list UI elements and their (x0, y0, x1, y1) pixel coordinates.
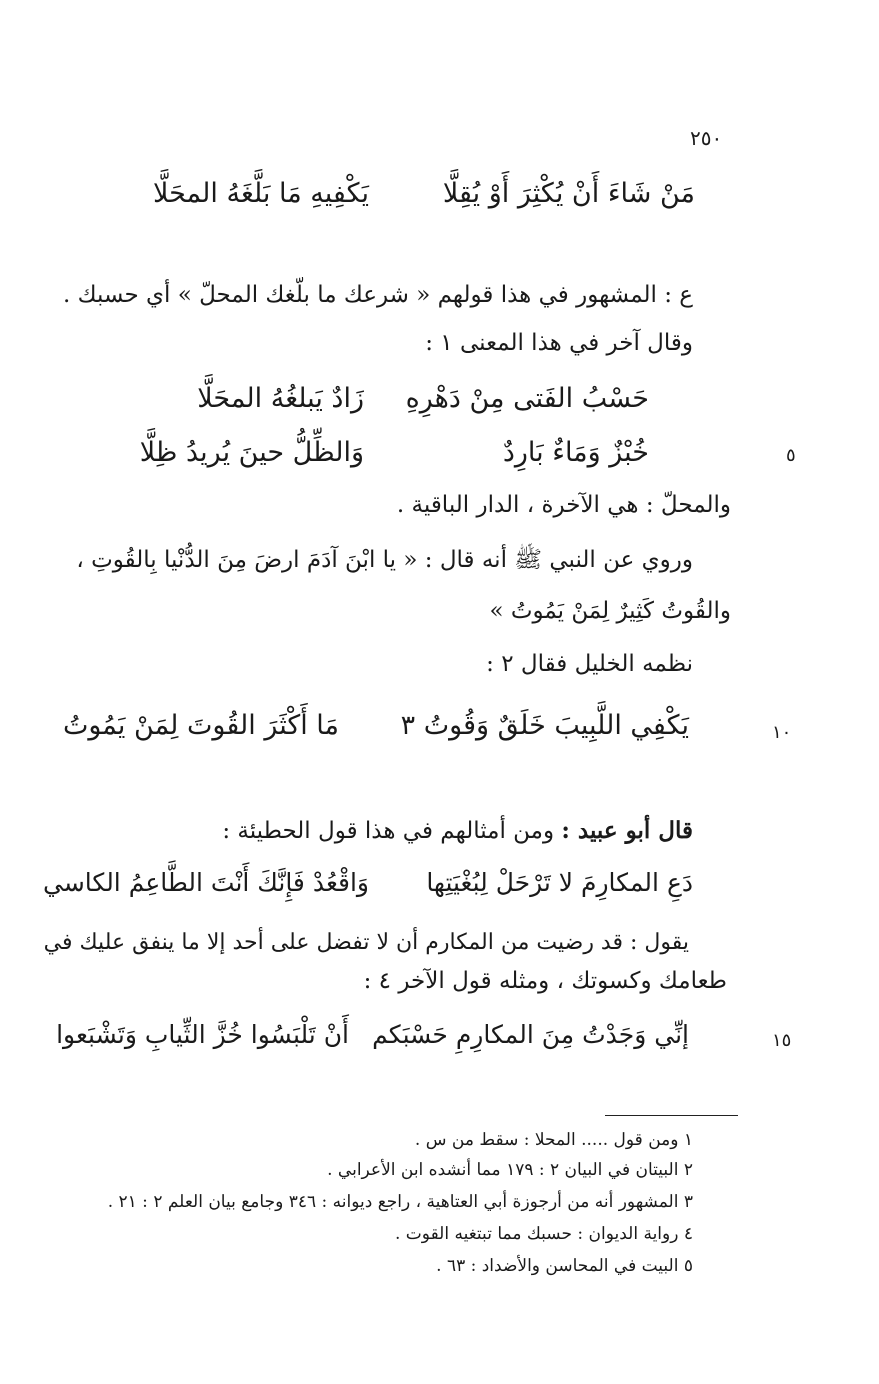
verse-6-left-hemistich: أَنْ تَلْبَسُوا خُزَّ الثِّيابِ وَتَشْبَعوا (56, 1020, 349, 1049)
paragraph-line: وقال آخر في هذا المعنى ١ : (425, 330, 693, 356)
verse-line-4 (0, 710, 879, 754)
footnote: ١ ومن قول ..... المحلا : سقط من س . (414, 1130, 693, 1150)
line-number: ٥ (786, 445, 796, 466)
paragraph-line: نظمه الخليل فقال ٢ : (486, 651, 693, 677)
verse-6-right-hemistich: إنِّي وَجَدْتُ مِنَ المكارِمِ حَسْبَكم (372, 1020, 689, 1049)
verse-2-left-hemistich: زَادٌ يَبلغُهُ المحَلَّا (197, 383, 364, 414)
verse-line-3 (0, 437, 879, 481)
paragraph-line: وروي عن النبي ﷺ أنه قال : « يا ابْنَ آدَمَ ارضَ مِنَ الدُّنْيا بِالقُوتِ ، (76, 547, 693, 573)
verse-4-left-hemistich: مَا أَكْثَرَ القُوتَ لِمَنْ يَمُوتُ (62, 710, 339, 741)
verse-1-right-hemistich: مَنْ شَاءَ أَنْ يُكْثِرَ أَوْ يُقِلَّا (442, 178, 695, 209)
verse-line-2 (0, 383, 879, 427)
verse-2-right-hemistich: حَسْبُ الفَتى مِنْ دَهْرِهِ (405, 383, 649, 414)
verse-5-right-hemistich: دَعِ المكارِمَ لا تَرْحَلْ لِبُغْيَتِها (426, 868, 693, 897)
verse-line-1 (0, 178, 879, 222)
footnote: ٢ البيتان في البيان ٢ : ١٧٩ مما أنشده ابن الأعرابي . (327, 1160, 693, 1180)
paragraph-line: والقُوتُ كَثِيرٌ لِمَنْ يَمُوتُ » (489, 598, 731, 624)
page-number: ٢٥٠ (690, 126, 723, 150)
line-number: ١٥ (772, 1030, 792, 1051)
line-number: ١٠ (772, 722, 792, 743)
attribution-bold: قال أبو عبيد : (561, 817, 693, 844)
verse-line-5 (0, 868, 879, 912)
verse-3-left-hemistich: وَالظِّلُّ حينَ يُريدُ ظِلَّا (139, 437, 364, 468)
footnote: ٤ رواية الديوان : حسبك مما تبتغيه القوت . (394, 1224, 693, 1244)
footnote: ٣ المشهور أنه من أرجوزة أبي العتاهية ، راجع ديوانه : ٣٤٦ وجامع بيان العلم ٢ : ٢١ . (107, 1192, 693, 1212)
verse-line-6 (0, 1020, 879, 1064)
verse-3-right-hemistich: خُبْزٌ وَمَاءٌ بَارِدٌ (502, 437, 649, 468)
paragraph-line: طعامك وكسوتك ، ومثله قول الآخر ٤ : (363, 968, 727, 994)
footnote: ٥ البيت في المحاسن والأضداد : ٦٣ . (436, 1256, 693, 1276)
verse-1-left-hemistich: يَكْفِيهِ مَا بَلَّغَهُ المحَلَّا (153, 178, 369, 209)
verse-5-left-hemistich: وَاقْعُدْ فَإِنَّكَ أَنْتَ الطَّاعِمُ الكاسي (42, 868, 369, 897)
paragraph-line (222, 817, 693, 844)
attribution-text: ومن أمثالهم في هذا قول الحطيئة : (222, 818, 555, 844)
paragraph-line: يقول : قد رضيت من المكارم أن لا تفضل على أحد إلا ما ينفق عليك في (43, 930, 689, 955)
paragraph-line: ع : المشهور في هذا قولهم « شرعك ما بلّغك المحلّ » أي حسبك . (63, 282, 693, 308)
verse-4-right-hemistich: يَكْفِي اللَّبِيبَ خَلَقٌ وَقُوتُ ٣ (400, 710, 689, 741)
footnote-divider (605, 1115, 738, 1116)
paragraph-line: والمحلّ : هي الآخرة ، الدار الباقية . (396, 492, 731, 518)
